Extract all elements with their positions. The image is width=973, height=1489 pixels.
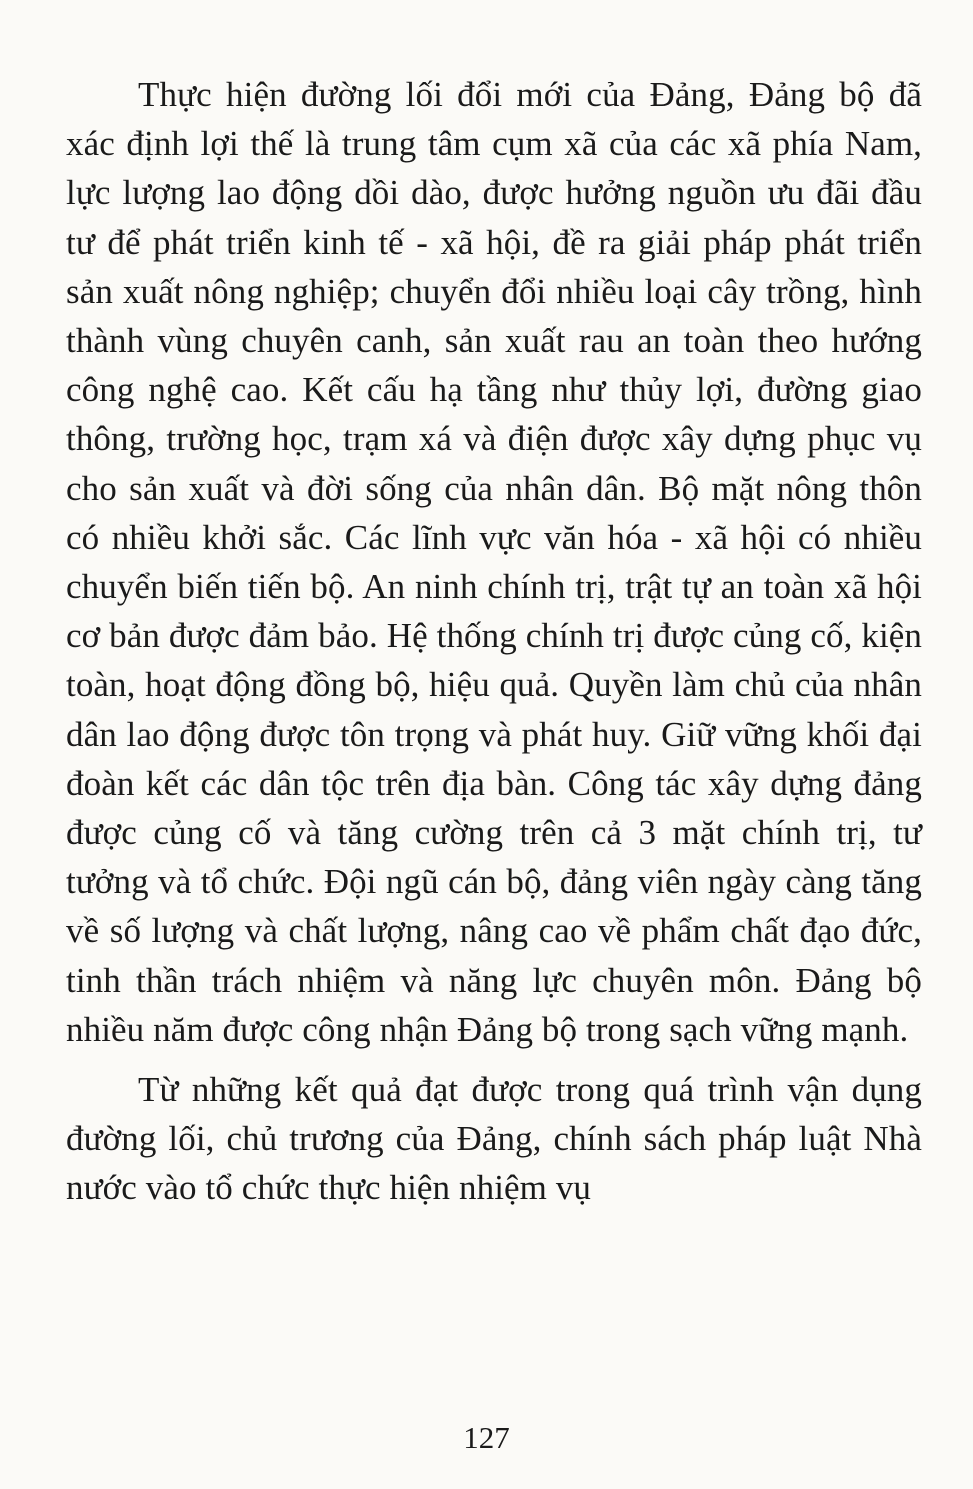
paragraph-1: Thực hiện đường lối đổi mới của Đảng, Đảng bộ đã xác định lợi thế là trung tâm cụm xã của các xã phía Nam, lực lượng lao động dồi dào, được hưởng nguồn ưu đãi đầu tư để phát triển kinh tế - xã hội, đề ra giải pháp phát triển sản xuất nông nghiệp; chuyển đổi nhiều loại cây trồng, hình thành vùng chuyên canh, sản xuất rau an toàn theo hướng công nghệ cao. Kết cấu hạ tầng như thủy lợi, đường giao thông, trường học, trạm xá và điện được xây dựng phục vụ cho sản xuất và đời sống của nhân dân. Bộ mặt nông thôn có nhiều khởi sắc. Các lĩnh vực văn hóa - xã hội có nhiều chuyển biến tiến bộ. An ninh chính trị, trật tự an toàn xã hội cơ bản được đảm bảo. Hệ thống chính trị được củng cố, kiện toàn, hoạt động đồng bộ, hiệu quả. Quyền làm chủ của nhân dân lao động được tôn trọng và phát huy. Giữ vững khối đại đoàn kết các dân tộc trên địa bàn. Công tác xây dựng đảng được củng cố và tăng cường trên cả 3 mặt chính trị, tư tưởng và tổ chức. Đội ngũ cán bộ, đảng viên ngày càng tăng về số lượng và chất lượng, nâng cao về phẩm chất đạo đức, tinh thần trách nhiệm và năng lực chuyên môn. Đảng bộ nhiều năm được công nhận Đảng bộ trong sạch vững mạnh.: [66, 75, 922, 1049]
paragraph-2: Từ những kết quả đạt được trong quá trình vận dụng đường lối, chủ trương của Đảng, chính sách pháp luật Nhà nước vào tổ chức thực hiện nhiệm vụ: [66, 1070, 922, 1208]
page-number: 127: [463, 1420, 510, 1455]
body-text: [66, 70, 922, 1213]
